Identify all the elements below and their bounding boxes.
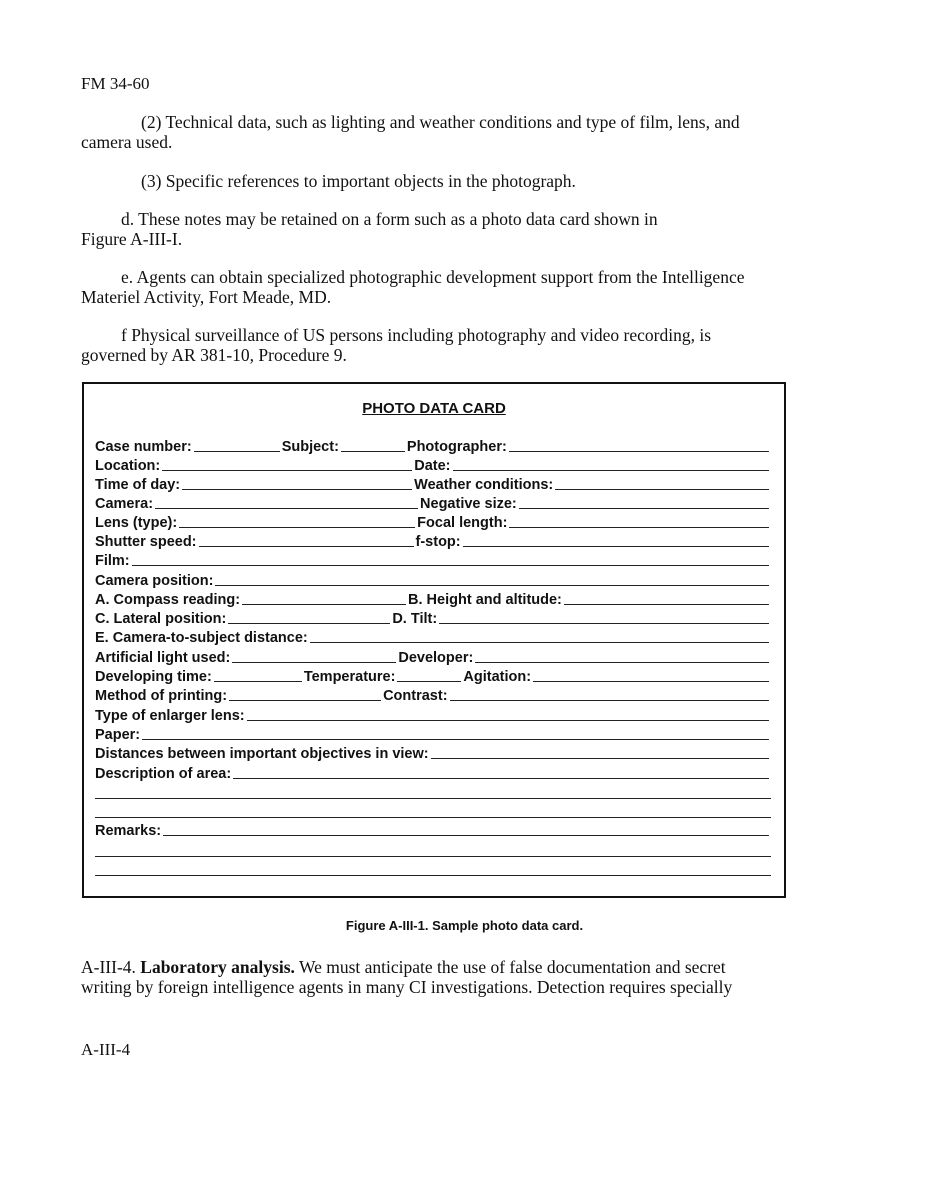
distances-field[interactable] <box>431 758 769 759</box>
photographer-field[interactable] <box>509 451 769 452</box>
row-time-weather <box>95 474 771 493</box>
remarks-extra-line[interactable] <box>95 856 771 857</box>
camera-field[interactable] <box>155 508 418 509</box>
height-label: B. Height and altitude: <box>408 592 562 608</box>
paragraph-line: f Physical surveillance of US persons including photography and video recording, is <box>121 325 712 345</box>
camera-position-field[interactable] <box>215 585 769 586</box>
location-label: Location: <box>95 458 161 474</box>
f-stop-label: f-stop: <box>415 534 461 550</box>
lab-text-line2: writing by foreign intelligence agents in many CI investigations. Detection requires specially <box>81 977 733 997</box>
row-printing-contrast <box>95 685 771 704</box>
contrast-field[interactable] <box>450 700 769 701</box>
agitation-field[interactable] <box>533 681 769 682</box>
paragraph-e <box>81 267 781 307</box>
paragraph-line: Materiel Activity, Fort Meade, MD. <box>81 287 332 307</box>
description-field[interactable] <box>233 778 769 779</box>
row-remarks <box>95 820 771 839</box>
distance-field[interactable] <box>310 642 769 643</box>
time-of-day-label: Time of day: <box>95 477 181 493</box>
focal-length-label: Focal length: <box>417 515 508 531</box>
row-light-developer <box>95 647 771 666</box>
film-label: Film: <box>95 553 130 569</box>
weather-label: Weather conditions: <box>414 477 554 493</box>
date-field[interactable] <box>453 470 769 471</box>
figure-caption: Figure A-III-1. Sample photo data card. <box>345 918 584 933</box>
paragraph-d <box>81 209 781 249</box>
location-field[interactable] <box>162 470 412 471</box>
row-camera-position <box>95 570 771 589</box>
temperature-field[interactable] <box>397 681 461 682</box>
paragraph-f <box>81 325 781 365</box>
time-of-day-field[interactable] <box>182 489 412 490</box>
agitation-label: Agitation: <box>463 669 532 685</box>
row-case-subject-photographer <box>95 436 771 455</box>
photo-data-card <box>82 382 786 898</box>
developer-label: Developer: <box>398 650 474 666</box>
shutter-speed-field[interactable] <box>199 546 414 547</box>
row-distances <box>95 743 771 762</box>
row-description <box>95 763 771 782</box>
lab-heading-number: A-III-4. <box>81 957 136 977</box>
tilt-label: D. Tilt: <box>392 611 438 627</box>
lab-heading: Laboratory analysis. <box>140 957 295 977</box>
description-label: Description of area: <box>95 766 232 782</box>
contrast-label: Contrast: <box>383 688 448 704</box>
description-extra-line[interactable] <box>95 798 771 799</box>
row-film <box>95 550 771 569</box>
f-stop-field[interactable] <box>463 546 769 547</box>
shutter-speed-label: Shutter speed: <box>95 534 197 550</box>
negative-size-label: Negative size: <box>420 496 517 512</box>
tilt-field[interactable] <box>439 623 769 624</box>
lateral-label: C. Lateral position: <box>95 611 227 627</box>
film-field[interactable] <box>132 565 769 566</box>
photographer-label: Photographer: <box>406 439 507 455</box>
paragraph-line: camera used. <box>81 132 173 152</box>
description-extra-line[interactable] <box>95 817 771 818</box>
height-field[interactable] <box>564 604 769 605</box>
paragraph-specific-references <box>81 171 781 191</box>
remarks-extra-line[interactable] <box>95 875 771 876</box>
row-lens-focal <box>95 512 771 531</box>
distance-label: E. Camera-to-subject distance: <box>95 630 308 646</box>
temperature-label: Temperature: <box>303 669 396 685</box>
row-distance <box>95 627 771 646</box>
enlarger-lens-label: Type of enlarger lens: <box>95 708 245 724</box>
case-number-label: Case number: <box>95 439 192 455</box>
row-developing <box>95 666 771 685</box>
row-location-date <box>95 455 771 474</box>
lateral-field[interactable] <box>228 623 390 624</box>
paragraph-line: Figure A-III-I. <box>81 229 183 249</box>
row-camera-negative <box>95 493 771 512</box>
paragraph-technical-data <box>81 112 781 152</box>
paragraph-line: d. These notes may be retained on a form such as a photo data card shown in <box>121 209 658 229</box>
subject-label: Subject: <box>281 439 339 455</box>
printing-method-field[interactable] <box>229 700 381 701</box>
compass-field[interactable] <box>242 604 406 605</box>
printing-method-label: Method of printing: <box>95 688 228 704</box>
row-compass-height <box>95 589 771 608</box>
distances-label: Distances between important objectives in view: <box>95 746 429 762</box>
enlarger-lens-field[interactable] <box>247 720 769 721</box>
compass-label: A. Compass reading: <box>95 592 241 608</box>
subject-field[interactable] <box>341 451 405 452</box>
paragraph-line: e. Agents can obtain specialized photographic development support from the Intelligence <box>121 267 745 287</box>
paragraph-line <box>81 957 801 977</box>
page-header: FM 34-60 <box>81 74 150 93</box>
case-number-field[interactable] <box>194 451 280 452</box>
developing-time-label: Developing time: <box>95 669 212 685</box>
lens-type-label: Lens (type): <box>95 515 178 531</box>
camera-position-label: Camera position: <box>95 573 214 589</box>
row-enlarger-lens <box>95 705 771 724</box>
paragraph-line: governed by AR 381-10, Procedure 9. <box>81 345 347 365</box>
weather-field[interactable] <box>555 489 769 490</box>
page-footer: A-III-4 <box>81 1040 131 1059</box>
paragraph-lab-analysis <box>81 957 801 997</box>
row-shutter-fstop <box>95 531 771 550</box>
artificial-light-field[interactable] <box>232 662 396 663</box>
developer-field[interactable] <box>475 662 769 663</box>
row-lateral-tilt <box>95 608 771 627</box>
negative-size-field[interactable] <box>519 508 769 509</box>
lens-type-field[interactable] <box>179 527 415 528</box>
paper-label: Paper: <box>95 727 141 743</box>
row-paper <box>95 724 771 743</box>
date-label: Date: <box>414 458 451 474</box>
developing-time-field[interactable] <box>214 681 302 682</box>
focal-length-field[interactable] <box>509 527 769 528</box>
paragraph-line: (3) Specific references to important objects in the photograph. <box>141 171 576 191</box>
paper-field[interactable] <box>142 739 769 740</box>
paragraph-line: (2) Technical data, such as lighting and weather conditions and type of film, lens, and <box>141 112 740 132</box>
artificial-light-label: Artificial light used: <box>95 650 231 666</box>
remarks-label: Remarks: <box>95 823 162 839</box>
remarks-field[interactable] <box>163 835 769 836</box>
lab-text-line1: We must anticipate the use of false documentation and secret <box>298 957 726 977</box>
camera-label: Camera: <box>95 496 154 512</box>
card-title: PHOTO DATA CARD <box>362 400 506 417</box>
